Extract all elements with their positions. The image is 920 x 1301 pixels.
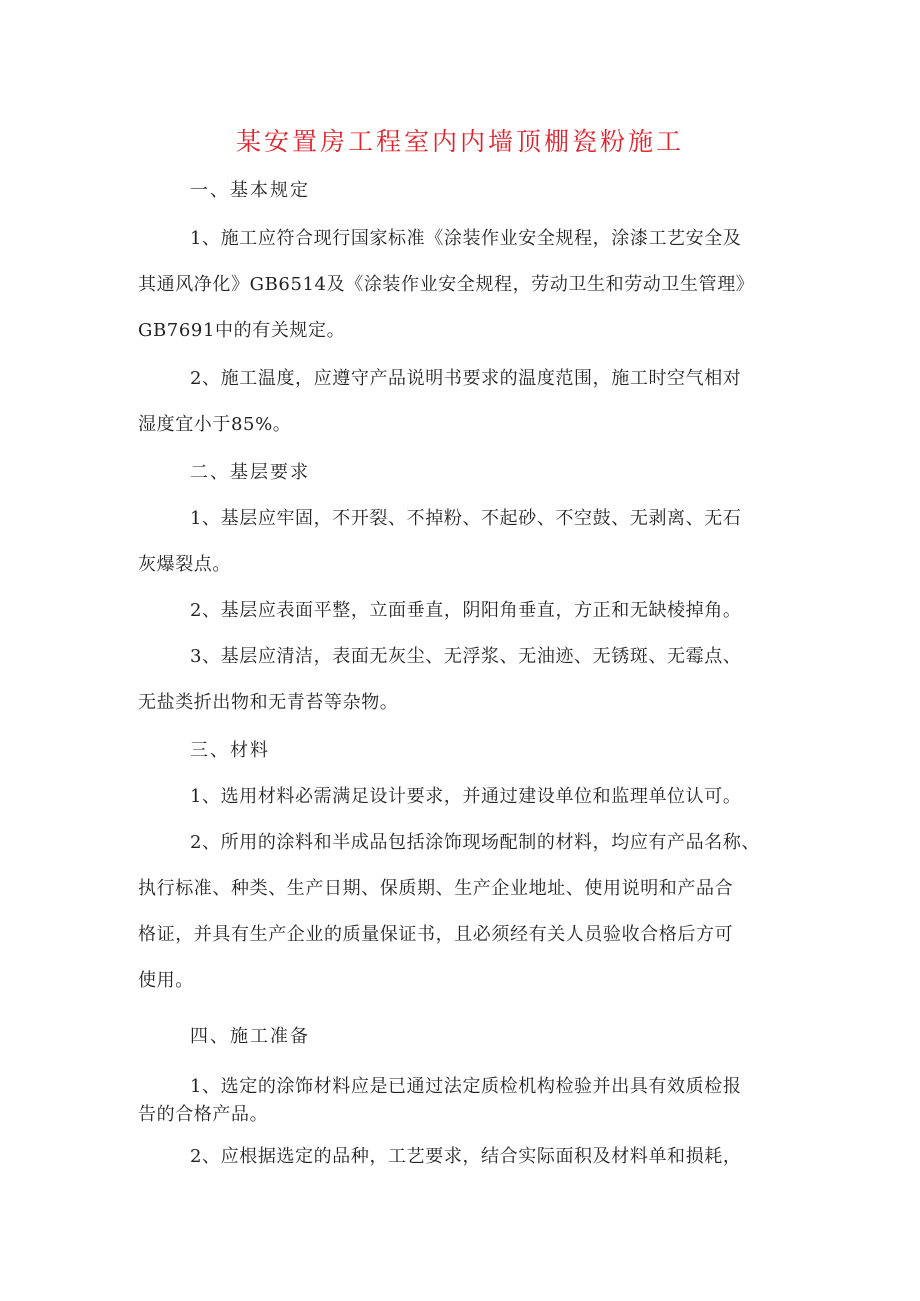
paragraph-line: GB7691中的有关规定。: [138, 320, 346, 341]
paragraph-line: 1、选用材料必需满足设计要求，并通过建设单位和监理单位认可。: [190, 786, 742, 807]
paragraph-line: 无盐类折出物和无青苔等杂物。: [138, 692, 399, 713]
section-heading: 二、基层要求: [190, 462, 310, 483]
paragraph-line: 执行标准、种类、生产日期、保质期、生产企业地址、使用说明和产品合: [138, 878, 734, 899]
paragraph-line: 格证，并具有生产企业的质量保证书，且必须经有关人员验收合格后方可: [138, 924, 734, 945]
paragraph-line: 2、所用的涂料和半成品包括涂饰现场配制的材料，均应有产品名称、: [190, 832, 761, 853]
section-heading: 三、材料: [190, 740, 270, 761]
section-heading: 一、基本规定: [190, 180, 310, 201]
paragraph-line: 2、应根据选定的品种，工艺要求，结合实际面积及材料单和损耗，: [190, 1146, 742, 1167]
paragraph-line: 湿度宜小于85%。: [138, 414, 292, 435]
paragraph-line: 2、施工温度，应遵守产品说明书要求的温度范围，施工时空气相对: [190, 368, 742, 389]
paragraph-line: 告的合格产品。: [138, 1104, 269, 1125]
paragraph-line: 2、基层应表面平整，立面垂直，阴阳角垂直，方正和无缺棱掉角。: [190, 600, 742, 621]
section-heading: 四、施工准备: [190, 1026, 310, 1047]
paragraph-line: 3、基层应清洁，表面无灰尘、无浮浆、无油迹、无锈斑、无霉点、: [190, 646, 742, 667]
paragraph-line: 使用。: [138, 970, 194, 991]
paragraph-line: 1、施工应符合现行国家标准《涂装作业安全规程，涂漆工艺安全及: [190, 228, 742, 249]
paragraph-line: 1、基层应牢固，不开裂、不掉粉、不起砂、不空鼓、无剥离、无石: [190, 508, 742, 529]
document-title: 某安置房工程室内内墙顶棚瓷粉施工: [235, 127, 684, 156]
paragraph-line: 其通风净化》GB6514及《涂装作业安全规程，劳动卫生和劳动卫生管理》: [138, 274, 755, 295]
paragraph-line: 1、选定的涂饰材料应是已通过法定质检机构检验并出具有效质检报: [190, 1076, 742, 1097]
paragraph-line: 灰爆裂点。: [138, 554, 231, 575]
